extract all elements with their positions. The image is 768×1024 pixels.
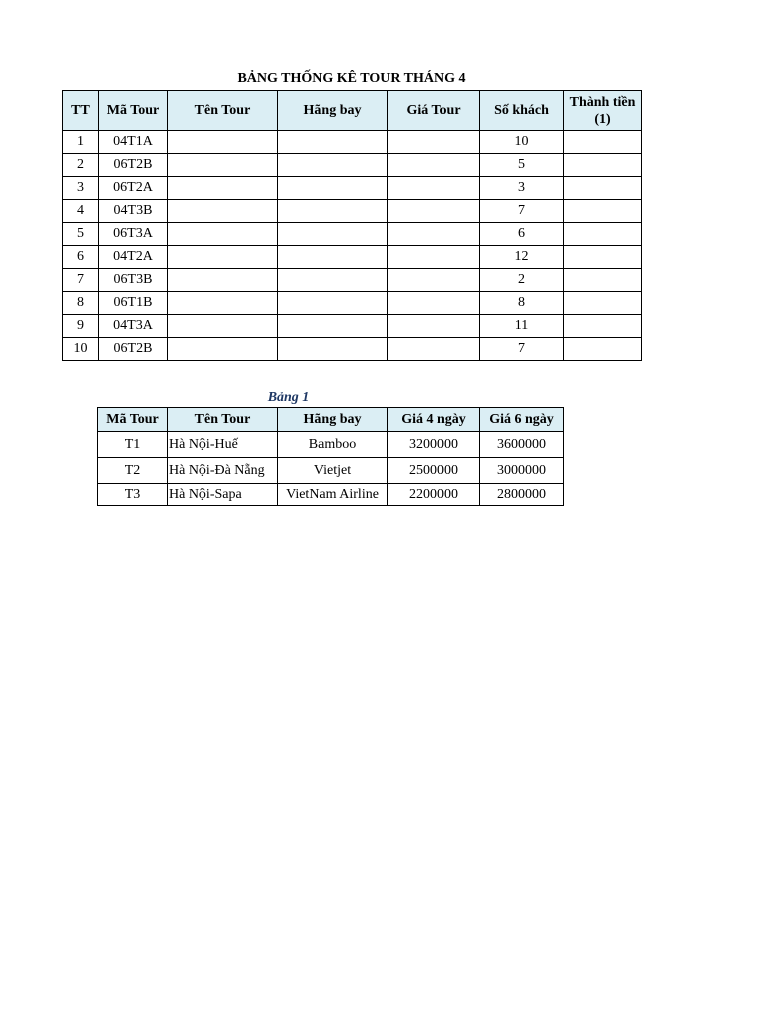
- cell-ma-tour: 06T2A: [99, 177, 168, 200]
- cell-tt: 2: [63, 154, 99, 177]
- header-so-khach: Số khách: [480, 91, 564, 131]
- header-gia-tour: Giá Tour: [388, 91, 480, 131]
- cell-thanh-tien: [564, 223, 642, 246]
- table-row: [63, 246, 642, 269]
- reference-table-caption: Bảng 1: [267, 390, 310, 405]
- cell-gia-tour: [388, 131, 480, 154]
- cell-so-khach: 6: [480, 223, 564, 246]
- ref-cell-hang-bay: Bamboo: [278, 432, 388, 458]
- tour-statistics-table: [62, 90, 642, 361]
- header-ten-tour: Tên Tour: [168, 91, 278, 131]
- ref-header-gia-6-ngay: Giá 6 ngày: [480, 408, 564, 432]
- cell-hang-bay: [278, 315, 388, 338]
- table-row: [63, 315, 642, 338]
- ref-cell-hang-bay: Vietjet: [278, 458, 388, 484]
- header-hang-bay: Hãng bay: [278, 91, 388, 131]
- ref-header-hang-bay: Hãng bay: [278, 408, 388, 432]
- cell-ten-tour: [168, 223, 278, 246]
- ref-cell-ten-tour: Hà Nội-Đà Nẵng: [168, 458, 278, 484]
- ref-cell-gia-4-ngay: 2200000: [388, 484, 480, 506]
- cell-gia-tour: [388, 177, 480, 200]
- cell-gia-tour: [388, 269, 480, 292]
- tour-reference-table: [97, 407, 564, 506]
- cell-thanh-tien: [564, 154, 642, 177]
- cell-ten-tour: [168, 154, 278, 177]
- ref-header-gia-4-ngay: Giá 4 ngày: [388, 408, 480, 432]
- cell-hang-bay: [278, 246, 388, 269]
- cell-tt: 6: [63, 246, 99, 269]
- cell-gia-tour: [388, 315, 480, 338]
- cell-ten-tour: [168, 315, 278, 338]
- cell-tt: 7: [63, 269, 99, 292]
- cell-gia-tour: [388, 338, 480, 361]
- cell-tt: 9: [63, 315, 99, 338]
- cell-ma-tour: 06T2B: [99, 154, 168, 177]
- cell-ma-tour: 06T2B: [99, 338, 168, 361]
- table-row: [63, 269, 642, 292]
- cell-hang-bay: [278, 154, 388, 177]
- cell-ten-tour: [168, 177, 278, 200]
- cell-thanh-tien: [564, 269, 642, 292]
- cell-hang-bay: [278, 177, 388, 200]
- cell-thanh-tien: [564, 200, 642, 223]
- cell-hang-bay: [278, 338, 388, 361]
- ref-cell-gia-4-ngay: 3200000: [388, 432, 480, 458]
- cell-ma-tour: 06T3A: [99, 223, 168, 246]
- cell-ma-tour: 04T1A: [99, 131, 168, 154]
- cell-tt: 8: [63, 292, 99, 315]
- cell-ma-tour: 06T3B: [99, 269, 168, 292]
- cell-tt: 4: [63, 200, 99, 223]
- table-row: [63, 223, 642, 246]
- table-row: [63, 154, 642, 177]
- table-row: [63, 177, 642, 200]
- cell-ten-tour: [168, 200, 278, 223]
- table-row: [63, 200, 642, 223]
- header-tt: TT: [63, 91, 99, 131]
- cell-gia-tour: [388, 246, 480, 269]
- cell-so-khach: 7: [480, 338, 564, 361]
- cell-ten-tour: [168, 292, 278, 315]
- ref-cell-ma-tour: T3: [98, 484, 168, 506]
- main-header-row: [63, 91, 642, 131]
- ref-cell-gia-6-ngay: 3000000: [480, 458, 564, 484]
- cell-ma-tour: 04T3B: [99, 200, 168, 223]
- header-ma-tour: Mã Tour: [99, 91, 168, 131]
- ref-cell-ten-tour: Hà Nội-Sapa: [168, 484, 278, 506]
- cell-hang-bay: [278, 131, 388, 154]
- cell-thanh-tien: [564, 292, 642, 315]
- header-thanh-tien: Thành tiền (1): [564, 91, 642, 131]
- ref-header-row: [98, 408, 564, 432]
- cell-hang-bay: [278, 269, 388, 292]
- table-row: [63, 292, 642, 315]
- main-table-title: BẢNG THỐNG KÊ TOUR THÁNG 4: [237, 71, 466, 86]
- cell-gia-tour: [388, 223, 480, 246]
- cell-ma-tour: 04T2A: [99, 246, 168, 269]
- ref-cell-ten-tour: Hà Nội-Huế: [168, 432, 278, 458]
- cell-tt: 5: [63, 223, 99, 246]
- cell-ten-tour: [168, 338, 278, 361]
- ref-cell-gia-4-ngay: 2500000: [388, 458, 480, 484]
- cell-so-khach: 3: [480, 177, 564, 200]
- cell-so-khach: 8: [480, 292, 564, 315]
- table-row: [98, 458, 564, 484]
- cell-hang-bay: [278, 200, 388, 223]
- cell-so-khach: 12: [480, 246, 564, 269]
- table-row: [63, 131, 642, 154]
- ref-cell-hang-bay: VietNam Airline: [278, 484, 388, 506]
- cell-gia-tour: [388, 154, 480, 177]
- cell-thanh-tien: [564, 246, 642, 269]
- table-row: [63, 338, 642, 361]
- cell-ma-tour: 04T3A: [99, 315, 168, 338]
- cell-so-khach: 2: [480, 269, 564, 292]
- ref-cell-gia-6-ngay: 3600000: [480, 432, 564, 458]
- cell-ten-tour: [168, 131, 278, 154]
- ref-header-ten-tour: Tên Tour: [168, 408, 278, 432]
- cell-thanh-tien: [564, 315, 642, 338]
- ref-cell-ma-tour: T1: [98, 432, 168, 458]
- cell-tt: 3: [63, 177, 99, 200]
- cell-tt: 10: [63, 338, 99, 361]
- cell-so-khach: 11: [480, 315, 564, 338]
- cell-so-khach: 7: [480, 200, 564, 223]
- ref-cell-ma-tour: T2: [98, 458, 168, 484]
- cell-thanh-tien: [564, 177, 642, 200]
- cell-thanh-tien: [564, 131, 642, 154]
- cell-ten-tour: [168, 269, 278, 292]
- cell-gia-tour: [388, 292, 480, 315]
- cell-tt: 1: [63, 131, 99, 154]
- cell-hang-bay: [278, 223, 388, 246]
- cell-so-khach: 10: [480, 131, 564, 154]
- cell-so-khach: 5: [480, 154, 564, 177]
- table-row: [98, 432, 564, 458]
- cell-thanh-tien: [564, 338, 642, 361]
- ref-header-ma-tour: Mã Tour: [98, 408, 168, 432]
- cell-ma-tour: 06T1B: [99, 292, 168, 315]
- cell-hang-bay: [278, 292, 388, 315]
- cell-gia-tour: [388, 200, 480, 223]
- cell-ten-tour: [168, 246, 278, 269]
- ref-cell-gia-6-ngay: 2800000: [480, 484, 564, 506]
- table-row: [98, 484, 564, 506]
